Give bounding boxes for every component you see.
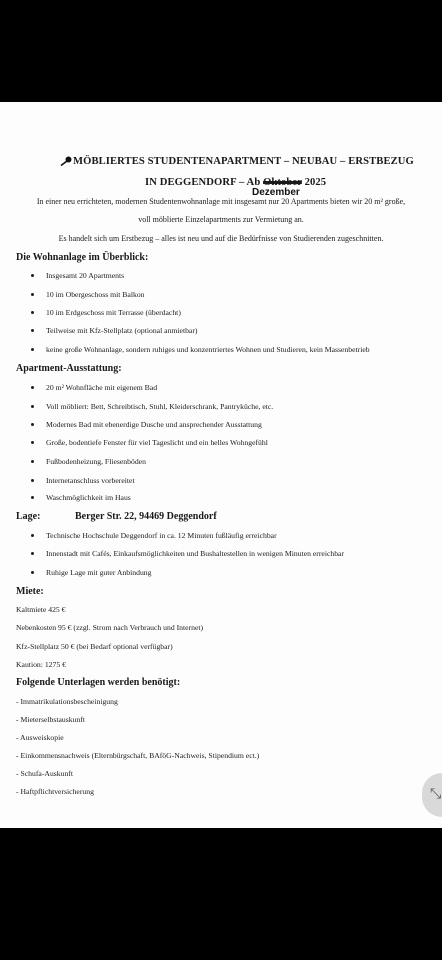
rent-line: Nebenkosten 95 € (zzgl. Strom nach Verbrauch und Internet)	[16, 623, 204, 632]
crop-expand-icon: ⤡	[430, 786, 442, 802]
list-item: Internetanschluss vorbereitet	[46, 476, 135, 485]
list-item: 10 im Erdgeschoss mit Terrasse (überdacht)	[46, 308, 181, 317]
document-item: - Mieterselbstauskunft	[16, 715, 85, 724]
list-item: 20 m² Wohnfläche mit eigenem Bad	[46, 383, 157, 392]
list-item: Insgesamt 20 Apartments	[46, 271, 124, 280]
list-item: Große, bodentiefe Fenster für viel Tageslicht und ein helles Wohngefühl	[46, 438, 268, 447]
rent-line: Kaltmiete 425 €	[16, 605, 66, 614]
list-item: Voll möbliert: Bett, Schreibtisch, Stuhl, Kleiderschrank, Pantryküche, etc.	[46, 402, 273, 411]
document-item: - Schufa-Auskunft	[16, 769, 74, 778]
list-item: Fußbodenheizung, Fliesenböden	[46, 457, 146, 466]
intro-line-2: voll möblierte Einzelapartments zur Vermietung an.	[138, 215, 304, 224]
list-item: Ruhige Lage mit guter Anbindung	[46, 568, 151, 577]
list-item: Waschmöglichkeit im Haus	[46, 493, 131, 502]
list-item: 10 im Obergeschoss mit Balkon	[46, 290, 145, 299]
address: Berger Str. 22, 94469 Deggendorf	[75, 511, 217, 522]
section-heading-miete: Miete:	[16, 586, 44, 597]
list-item: Teilweise mit Kfz-Stellplatz (optional anmietbar)	[46, 326, 197, 335]
title-line-1: MÖBLIERTES STUDENTENAPARTMENT – NEUBAU – ERSTBEZUG	[73, 156, 414, 167]
section-heading-wohnanlage: Die Wohnanlage im Überblick:	[16, 252, 149, 263]
document-item: - Einkommensnachweis (Elternbürgschaft, BAföG-Nachweis, Stipendium ect.)	[16, 751, 260, 760]
rent-line: Kaution: 1275 €	[16, 660, 66, 669]
key-icon	[60, 156, 72, 166]
section-heading-lage: Lage:	[16, 511, 41, 522]
title-line-2: IN DEGGENDORF – Ab Oktober 2025	[145, 177, 327, 188]
intro-line-3: Es handelt sich um Erstbezug – alles ist neu und auf die Bedürfnisse von Studierenden zugeschnitten.	[58, 234, 384, 243]
list-item: Modernes Bad mit ebenerdige Dusche und ansprechender Ausstattung	[46, 420, 262, 429]
section-heading-unterlagen: Folgende Unterlagen werden benötigt:	[16, 677, 181, 688]
document-item: - Haftpflichtversicherung	[16, 787, 94, 796]
handwritten-correction: Dezember	[252, 187, 300, 198]
list-item: Technische Hochschule Deggendorf in ca. 12 Minuten fußläufig erreichbar	[46, 531, 277, 540]
section-heading-ausstattung: Apartment-Ausstattung:	[16, 363, 122, 374]
intro-line-1: In einer neu errichteten, modernen Studentenwohnanlage mit insgesamt nur 20 Apartments bieten wir 20 m² große,	[36, 197, 406, 206]
list-item: Innenstadt mit Cafés, Einkaufsmöglichkeiten und Bushaltestellen in wenigen Minuten erreichbar	[46, 549, 344, 558]
document-item: - Ausweiskopie	[16, 733, 64, 742]
rent-line: Kfz-Stellplatz 50 € (bei Bedarf optional verfügbar)	[16, 642, 173, 651]
crossed-out-month: Oktober	[263, 177, 302, 188]
list-item: keine große Wohnanlage, sondern ruhiges und konzentriertes Wohnen und Studieren, kein Massenbetrieb	[46, 345, 370, 354]
document-item: - Immatrikulationsbescheinigung	[16, 697, 118, 706]
